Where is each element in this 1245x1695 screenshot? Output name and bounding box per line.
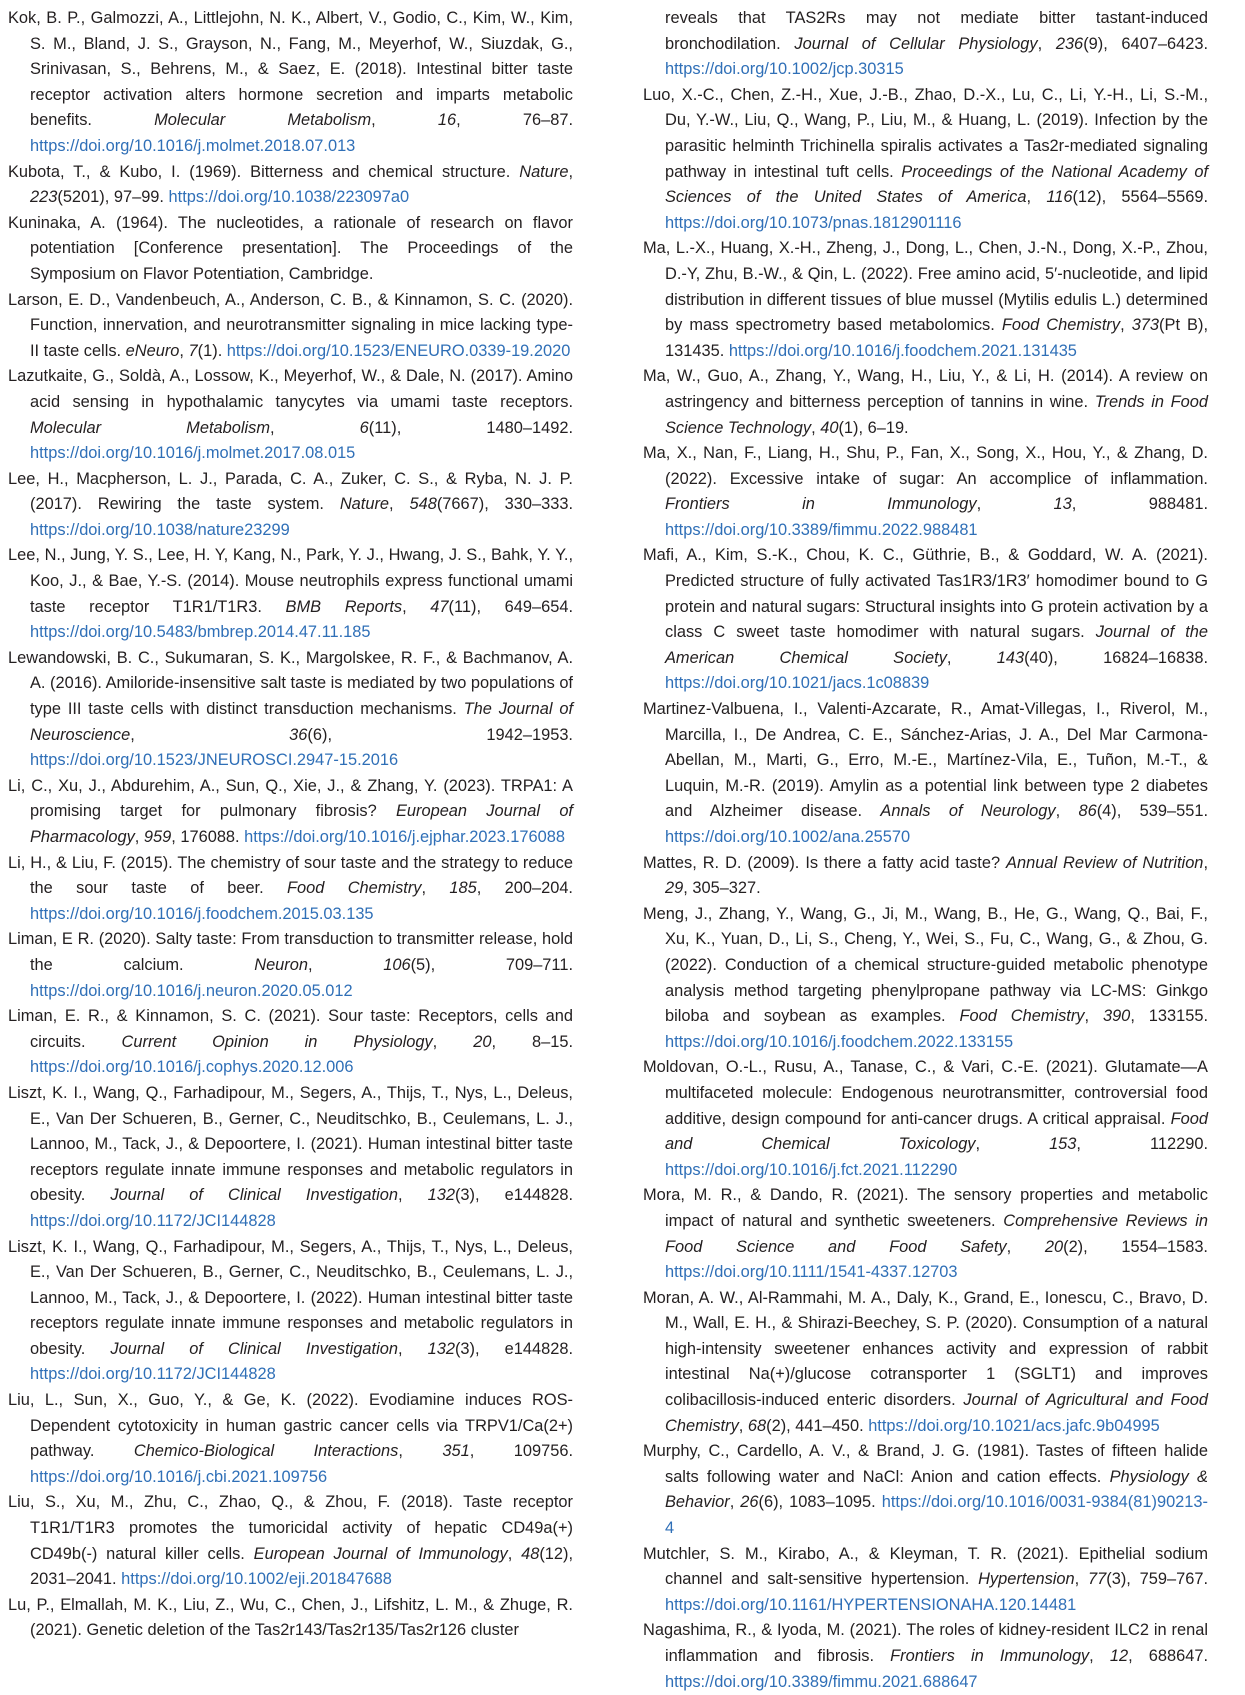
reference-entry: [8, 160, 573, 211]
journal-title: The Journal of Neuroscience: [30, 700, 573, 744]
doi-link[interactable]: https://doi.org/10.1016/j.foodchem.2015.03.135: [30, 904, 374, 923]
journal-title: Journal of Clinical Investigation: [110, 1186, 398, 1205]
reference-entry: [8, 211, 573, 288]
journal-title: Nature: [519, 162, 569, 181]
reference-separator: ,: [729, 1493, 741, 1512]
reference-separator: ,: [432, 1032, 474, 1051]
volume-number: 20: [1044, 1237, 1064, 1256]
issue-pages: , 133155.: [1130, 1007, 1208, 1026]
journal-title: Proceedings of the National Academy of Sciences of the United States of America: [665, 162, 1208, 207]
reference-entry: [643, 851, 1208, 902]
volume-number: 223: [30, 188, 58, 207]
volume-number: 7: [188, 341, 198, 360]
issue-pages: (1).: [197, 341, 227, 360]
reference-text: Lee, H., Macpherson, L. J., Parada, C. A., Zuker, C. S., & Ryba, N. J. P. (2017). Rewiring the taste system.: [8, 469, 573, 514]
reference-separator: ,: [398, 1442, 443, 1461]
doi-link[interactable]: https://doi.org/10.1016/j.cophys.2020.12.006: [30, 1058, 354, 1077]
volume-number: 40: [820, 418, 839, 437]
reference-entry: [643, 441, 1208, 543]
doi-link[interactable]: https://doi.org/10.1111/1541-4337.12703: [665, 1263, 958, 1282]
issue-pages: (3), 759–767.: [1106, 1570, 1209, 1589]
reference-text: Lu, P., Elmallah, M. K., Liu, Z., Wu, C., Chen, J., Lifshitz, L. M., & Zhuge, R. (2021). Genetic deletion of the Tas2r143/Tas2r135/Tas2r126 cluster: [8, 1595, 573, 1640]
reference-separator: ,: [421, 879, 450, 898]
reference-text: Liman, E R. (2020). Salty taste: From transduction to transmitter release, hold the calcium.: [8, 930, 573, 974]
journal-title: Annals of Neurology: [880, 802, 1056, 821]
journal-title: Food Chemistry: [1001, 316, 1121, 335]
journal-title: Journal of Clinical Investigation: [110, 1339, 398, 1358]
journal-title: Comprehensive Reviews in Food Science and Food Safety: [665, 1211, 1208, 1256]
issue-pages: , 109756.: [469, 1442, 574, 1461]
volume-number: 236: [1055, 34, 1084, 53]
reference-separator: ,: [1120, 316, 1132, 335]
issue-pages: (12), 2031–2041.: [30, 1544, 574, 1589]
doi-link[interactable]: https://doi.org/10.1016/j.cbi.2021.109756: [30, 1467, 328, 1486]
doi-link[interactable]: https://doi.org/10.1002/jcp.30315: [665, 60, 904, 79]
reference-separator: ,: [738, 1416, 748, 1435]
volume-number: 13: [1053, 495, 1072, 514]
reference-separator: ,: [1074, 1570, 1089, 1589]
reference-text: Larson, E. D., Vandenbeuch, A., Anderson, C. B., & Kinnamon, S. C. (2020). Function, innervation, and neurotransmitter signaling in mice lacking type-II taste cells.: [8, 290, 573, 360]
reference-entry: [643, 1286, 1208, 1440]
reference-text: Lazutkaite, G., Soldà, A., Lossow, K., Meyerhof, W., & Dale, N. (2017). Amino acid sensing in hypothalamic tanycytes via umami taste receptors.: [8, 367, 573, 411]
issue-pages: (6), 1083–1095.: [758, 1493, 882, 1512]
reference-text: Luo, X.-C., Chen, Z.-H., Xue, J.-B., Zhao, D.-X., Lu, C., Li, Y.-H., Li, S.-M., Du, Y.-W., Liu, Q., Wang, P., Liu, M., & Huang, L. (2019). Infection by the parasitic helminth Trichinella spiralis activates a Tas2r-mediated signaling pathway in intestinal tuft cells.: [643, 85, 1208, 181]
reference-text: Mutchler, S. M., Kirabo, A., & Kleyman, T. R. (2021). Epithelial sodium channel and salt-sensitive hypertension.: [643, 1544, 1208, 1589]
reference-separator: ,: [134, 828, 144, 846]
issue-pages: (3), e144828.: [454, 1186, 574, 1205]
issue-pages: (5), 709–711.: [410, 955, 573, 974]
doi-link[interactable]: https://doi.org/10.1161/HYPERTENSIONAHA.120.14481: [665, 1595, 1077, 1614]
volume-number: 48: [521, 1544, 540, 1563]
reference-entry: [643, 1183, 1208, 1285]
reference-entry: [8, 1004, 573, 1081]
reference-entry: [8, 927, 573, 1004]
journal-title: Molecular Metabolism: [30, 418, 270, 437]
reference-text: Kubota, T., & Kubo, I. (1969). Bitterness and chemical structure.: [8, 162, 520, 181]
doi-link[interactable]: https://doi.org/10.1016/j.molmet.2017.08.015: [30, 444, 356, 463]
reference-entry: [8, 467, 573, 544]
doi-link[interactable]: https://doi.org/10.1016/j.foodchem.2021.131435: [728, 341, 1077, 360]
reference-entry: [8, 1490, 573, 1592]
issue-pages: , 688647.: [1128, 1647, 1209, 1665]
reference-separator: ,: [1055, 802, 1079, 821]
volume-number: 153: [1049, 1135, 1077, 1154]
issue-pages: , 176088.: [171, 828, 245, 846]
volume-number: 68: [747, 1416, 767, 1435]
reference-entry: [643, 83, 1208, 237]
journal-title: BMB Reports: [285, 597, 403, 616]
reference-text: Liu, L., Sun, X., Guo, Y., & Ge, K. (2022). Evodiamine induces ROS-Dependent cytotoxicity in human gastric cancer cells via TRPV1/Ca(2+) pathway.: [8, 1391, 573, 1461]
doi-link[interactable]: https://doi.org/10.3389/fimmu.2022.988481: [665, 520, 978, 539]
issue-pages: (5201), 97–99.: [57, 188, 169, 207]
journal-title: Molecular Metabolism: [154, 111, 372, 130]
journal-title: Food Chemistry: [287, 879, 422, 898]
reference-separator: ,: [946, 648, 997, 667]
issue-pages: (9), 6407–6423.: [1083, 34, 1209, 53]
reference-text: Meng, J., Zhang, Y., Wang, G., Ji, M., Wang, B., He, G., Wang, Q., Bai, F., Xu, K., Yuan, D., Li, S., Cheng, Y., Wei, S., Fu, C., Wang, G., & Zhou, G. (2022). Conduction of a chemical structure-guided metabolic phenotype analysis method targeting phenylpropane pathway via LC-MS: Ginkgo biloba and soybean as examples.: [643, 904, 1208, 1026]
reference-text: Liu, S., Xu, M., Zhu, C., Zhao, Q., & Zhou, F. (2018). Taste receptor T1R1/T1R3 promotes the tumoricidal activity of hepatic CD49a(+) CD49b(-) natural killer cells.: [8, 1493, 573, 1563]
doi-link[interactable]: https://doi.org/10.1002/ana.25570: [665, 828, 911, 846]
volume-number: 548: [409, 495, 437, 514]
journal-title: European Journal of Pharmacology: [30, 802, 573, 846]
issue-pages: (2), 1554–1583.: [1063, 1237, 1208, 1256]
reference-entry: [643, 364, 1208, 441]
journal-title: Food Chemistry: [959, 1007, 1085, 1026]
reference-entry: [8, 774, 573, 851]
volume-number: 47: [430, 597, 449, 616]
reference-text: Kuninaka, A. (1964). The nucleotides, a rationale of research on flavor potentiation [Conference presentation]. The Proceedings of the Symposium on Flavor Potentiation, Cambridge.: [8, 213, 573, 283]
reference-text: Ma, L.-X., Huang, X.-H., Zheng, J., Dong, L., Chen, J.-N., Dong, X.-P., Zhou, D.-Y, Zhu, B.-W., & Qin, L. (2022). Free amino acid, 5′-nucleotide, and lipid distribution in different tissues of blue mussel (Mytilis edulis L.) determined by mass spectrometry based metabolomics.: [643, 239, 1208, 335]
reference-entry: [8, 1081, 573, 1235]
issue-pages: (6), 1942–1953.: [307, 725, 573, 744]
doi-link[interactable]: https://doi.org/10.3389/fimmu.2021.688647: [665, 1672, 978, 1691]
journal-title: Frontiers in Immunology: [890, 1647, 1090, 1665]
reference-text: Liszt, K. I., Wang, Q., Farhadipour, M., Segers, A., Thijs, T., Nys, L., Deleus, E., Van Der Schueren, B., Gerner, C., Neuditschko, B., Ceulemans, L. J., Lannoo, M., Tack, J., & Depoortere, I. (2021). Human intestinal bitter taste receptors regulate innate immune responses and metabolic regulators in obesity.: [8, 1083, 573, 1205]
reference-separator: ,: [1203, 853, 1208, 872]
journal-title: Journal of Agricultural and Food Chemistry: [665, 1391, 1208, 1435]
reference-text: Li, C., Xu, J., Abdurehim, A., Sun, Q., Xie, J., & Zhang, Y. (2023). TRPA1: A promising target for pulmonary fibrosis?: [8, 776, 573, 821]
reference-entry: [643, 1542, 1208, 1619]
doi-link[interactable]: https://doi.org/10.1073/pnas.1812901116: [665, 213, 962, 232]
reference-separator: ,: [975, 1135, 1050, 1154]
journal-title: Physiology & Behavior: [665, 1467, 1208, 1512]
doi-link[interactable]: https://doi.org/10.1038/223097a0: [168, 188, 410, 207]
volume-number: 106: [383, 955, 411, 974]
volume-number: 77: [1088, 1570, 1107, 1589]
volume-number: 390: [1102, 1007, 1131, 1026]
journal-title: Neuron: [254, 955, 308, 974]
journal-title: Journal of the American Chemical Society: [665, 623, 1208, 667]
volume-number: 959: [143, 828, 172, 846]
journal-title: Chemico-Biological Interactions: [133, 1442, 399, 1461]
doi-link[interactable]: https://doi.org/10.1523/JNEUROSCI.2947-15.2016: [30, 751, 399, 770]
volume-number: 16: [437, 111, 457, 130]
doi-link[interactable]: https://doi.org/10.1021/acs.jafc.9b04995: [868, 1416, 1160, 1435]
journal-title: Frontiers in Immunology: [665, 495, 977, 514]
doi-link[interactable]: https://doi.org/10.1016/j.foodchem.2022.133155: [665, 1032, 1014, 1051]
reference-text: Martinez-Valbuena, I., Valenti-Azcarate, R., Amat-Villegas, I., Riverol, M., Marcilla, I., De Andrea, C. E., Sánchez-Arias, J. A., Del Mar Carmona-Abellan, M., Marti, G., Erro, M.-E., Martínez-Vila, E., Tuñon, M.-T., & Luquin, M.-R. (2019). Amylin as a potential link between type 2 diabetes and Alzheimer disease.: [643, 700, 1208, 821]
issue-pages: (7667), 330–333.: [436, 495, 574, 514]
reference-separator: ,: [1084, 1007, 1103, 1026]
reference-separator: ,: [1089, 1647, 1110, 1665]
reference-text: Ma, W., Guo, A., Zhang, Y., Wang, H., Liu, Y., & Li, H. (2014). A review on astringency and bitterness perception of tannins in wine.: [643, 367, 1208, 411]
reference-text: Li, H., & Liu, F. (2015). The chemistry of sour taste and the strategy to reduce the sour taste of beer.: [8, 853, 573, 898]
doi-link[interactable]: https://doi.org/10.1016/j.molmet.2018.07.013: [30, 136, 356, 155]
reference-column-right: [643, 6, 1208, 1695]
reference-text: Nagashima, R., & Iyoda, M. (2021). The roles of kidney-resident ILC2 in renal inflammation and fibrosis.: [643, 1621, 1208, 1665]
volume-number: 29: [665, 879, 684, 898]
doi-link[interactable]: https://doi.org/10.1016/j.neuron.2020.05.012: [30, 981, 353, 1000]
journal-title: Journal of Cellular Physiology: [794, 34, 1038, 53]
journal-title: Annual Review of Nutrition: [1006, 853, 1204, 872]
doi-link[interactable]: https://doi.org/10.1172/JCI144828: [30, 1365, 276, 1384]
issue-pages: (2), 441–450.: [766, 1416, 869, 1435]
issue-pages: (3), e144828.: [454, 1339, 574, 1358]
reference-text: Kok, B. P., Galmozzi, A., Littlejohn, N. K., Albert, V., Godio, C., Kim, W., Kim, S. M., Bland, J. S., Grayson, N., Fang, M., Meyerhof, W., Siuzdak, G., Srinivasan, S., Behrens, M., & Saez, E. (2018). Intestinal bitter taste receptor activation alters hormone secretion and imparts metabolic benefits.: [8, 9, 573, 130]
doi-link[interactable]: https://doi.org/10.5483/bmbrep.2014.47.11.185: [30, 623, 371, 642]
reference-separator: ,: [507, 1544, 522, 1563]
doi-link[interactable]: https://doi.org/10.1172/JCI144828: [30, 1211, 276, 1230]
journal-title: Current Opinion in Physiology: [121, 1032, 433, 1051]
reference-text: Moran, A. W., Al-Rammahi, M. A., Daly, K., Grand, E., Ionescu, C., Bravo, D. M., Wall, E. H., & Shirazi-Beechey, S. P. (2020). Consumption of a natural high-intensity sweetener enhances activity and expression of rabbit intestinal Na(+)/glucose cotransporter 1 (SGLT1) and improves colibacillosis-induced enteric disorders.: [643, 1288, 1208, 1410]
reference-text: Mora, M. R., & Dando, R. (2021). The sensory properties and metabolic impact of natural and synthetic sweeteners.: [643, 1186, 1208, 1230]
journal-title: eNeuro: [125, 341, 180, 360]
reference-entry: [8, 6, 573, 160]
volume-number: 36: [289, 725, 308, 744]
reference-entry: [8, 851, 573, 928]
issue-pages: , 112290.: [1076, 1135, 1209, 1154]
journal-title: Trends in Food Science Technology: [665, 392, 1208, 437]
reference-separator: ,: [371, 111, 438, 130]
reference-separator: ,: [179, 341, 189, 360]
doi-link[interactable]: https://doi.org/10.1002/eji.201847688: [121, 1570, 392, 1589]
journal-title: Food and Chemical Toxicology: [665, 1109, 1208, 1154]
volume-number: 116: [1046, 188, 1073, 207]
journal-title: Hypertension: [978, 1570, 1075, 1589]
volume-number: 26: [740, 1493, 759, 1512]
doi-link[interactable]: https://doi.org/10.1016/j.ejphar.2023.176088: [244, 828, 565, 846]
reference-entry: [643, 6, 1208, 83]
reference-entry: [643, 1439, 1208, 1541]
reference-text: Liszt, K. I., Wang, Q., Farhadipour, M., Segers, A., Thijs, T., Nys, L., Deleus, E., Van Der Schueren, B., Gerner, C., Neuditschko, B., Ceulemans, L. J., Lannoo, M., Tack, J., & Depoortere, I. (2022). Human intestinal bitter taste receptors regulate innate immune responses and metabolic regulators in obesity.: [8, 1237, 573, 1358]
reference-entry: [643, 902, 1208, 1056]
reference-separator: ,: [976, 495, 1054, 514]
issue-pages: (Pt B), 131435.: [665, 316, 1209, 360]
volume-number: 185: [449, 879, 477, 898]
issue-pages: , 8–15.: [491, 1032, 574, 1051]
reference-text: Mattes, R. D. (2009). Is there a fatty acid taste?: [643, 853, 1007, 872]
reference-entry: [8, 364, 573, 466]
volume-number: 373: [1131, 316, 1160, 335]
issue-pages: (12), 5564–5569.: [1072, 188, 1209, 207]
reference-column-left: [8, 6, 573, 1644]
doi-link[interactable]: https://doi.org/10.1038/nature23299: [30, 520, 290, 539]
volume-number: 351: [442, 1442, 470, 1461]
reference-separator: ,: [402, 597, 431, 616]
issue-pages: , 200–204.: [476, 879, 573, 898]
reference-entry: [643, 697, 1208, 851]
reference-text: Liman, E. R., & Kinnamon, S. C. (2021). Sour taste: Receptors, cells and circuits.: [8, 1007, 573, 1051]
reference-entry: [8, 646, 573, 774]
reference-entry: [8, 1235, 573, 1389]
reference-entry: [643, 543, 1208, 697]
volume-number: 86: [1078, 802, 1097, 821]
reference-text: Moldovan, O.-L., Rusu, A., Tanase, C., & Vari, C.-E. (2021). Glutamate—A multifaceted molecule: Endogenous neurotransmitter, controversial food additive, design compound for anti-cancer drugs. A critical appraisal.: [643, 1058, 1208, 1128]
reference-separator: ,: [1026, 188, 1047, 207]
issue-pages: (11), 649–654.: [448, 597, 574, 616]
reference-separator: ,: [1006, 1237, 1045, 1256]
doi-link[interactable]: https://doi.org/10.1016/0031-9384(81)90213-4: [665, 1493, 1208, 1538]
reference-entry: [8, 288, 573, 365]
doi-link[interactable]: https://doi.org/10.1523/ENEURO.0339-19.2020: [226, 341, 571, 360]
issue-pages: (40), 16824–16838.: [1024, 648, 1208, 667]
reference-text: Lee, N., Jung, Y. S., Lee, H. Y, Kang, N., Park, Y. J., Hwang, J. S., Bahk, Y. Y., Koo, J., & Bae, Y.-S. (2014). Mouse neutrophils express functional umami taste receptor T1R1/T1R3.: [8, 546, 573, 616]
reference-separator: ,: [568, 162, 573, 181]
reference-separator: ,: [1037, 34, 1056, 53]
reference-separator: ,: [397, 1186, 428, 1205]
issue-pages: , 305–327.: [683, 879, 761, 898]
volume-number: 12: [1109, 1647, 1129, 1665]
issue-pages: , 988481.: [1071, 495, 1209, 514]
issue-pages: , 76–87.: [456, 111, 573, 130]
reference-text: reveals that TAS2Rs may not mediate bitter tastant-induced bronchodilation.: [665, 9, 1208, 53]
reference-separator: ,: [269, 418, 360, 437]
volume-number: 6: [359, 418, 369, 437]
volume-number: 143: [996, 648, 1025, 667]
reference-text: Ma, X., Nan, F., Liang, H., Shu, P., Fan, X., Song, X., Hou, Y., & Zhang, D. (2022). Excessive intake of sugar: An accomplice of inflammation.: [643, 444, 1208, 488]
reference-separator: ,: [389, 495, 410, 514]
reference-entry: [643, 1618, 1208, 1695]
reference-entry: [643, 1055, 1208, 1183]
reference-entry: [8, 1388, 573, 1490]
reference-entry: [643, 236, 1208, 364]
doi-link[interactable]: https://doi.org/10.1016/j.fct.2021.112290: [665, 1160, 958, 1179]
reference-separator: ,: [811, 418, 821, 437]
doi-link[interactable]: https://doi.org/10.1021/jacs.1c08839: [665, 674, 930, 693]
issue-pages: (4), 539–551.: [1096, 802, 1209, 821]
reference-text: Lewandowski, B. C., Sukumaran, S. K., Margolskee, R. F., & Bachmanov, A. A. (2016). Amiloride-insensitive salt taste is mediated by two populations of type III taste cells with distinct transduction mechanisms.: [8, 648, 573, 719]
journal-title: European Journal of Immunology: [253, 1544, 508, 1563]
reference-separator: ,: [130, 725, 290, 744]
volume-number: 132: [427, 1186, 455, 1205]
reference-entry: [8, 1593, 573, 1644]
volume-number: 132: [427, 1339, 455, 1358]
reference-text: Mafi, A., Kim, S.-K., Chou, K. C., Güthrie, B., & Goddard, W. A. (2021). Predicted structure of fully activated Tas1R3/1R3′ homodimer bound to G protein and natural sugars: Structural insights into G protein activation by a class C sweet taste homodimer with natural sugars.: [643, 546, 1208, 642]
journal-title: Nature: [339, 495, 390, 514]
reference-entry: [8, 543, 573, 645]
reference-text: Murphy, C., Cardello, A. V., & Brand, J. G. (1981). Tastes of fifteen halide salts following water and NaCl: Anion and cation effects.: [643, 1442, 1208, 1486]
reference-separator: ,: [308, 955, 384, 974]
volume-number: 20: [473, 1032, 492, 1051]
issue-pages: (11), 1480–1492.: [368, 418, 573, 437]
reference-separator: ,: [397, 1339, 428, 1358]
issue-pages: (1), 6–19.: [838, 418, 909, 437]
